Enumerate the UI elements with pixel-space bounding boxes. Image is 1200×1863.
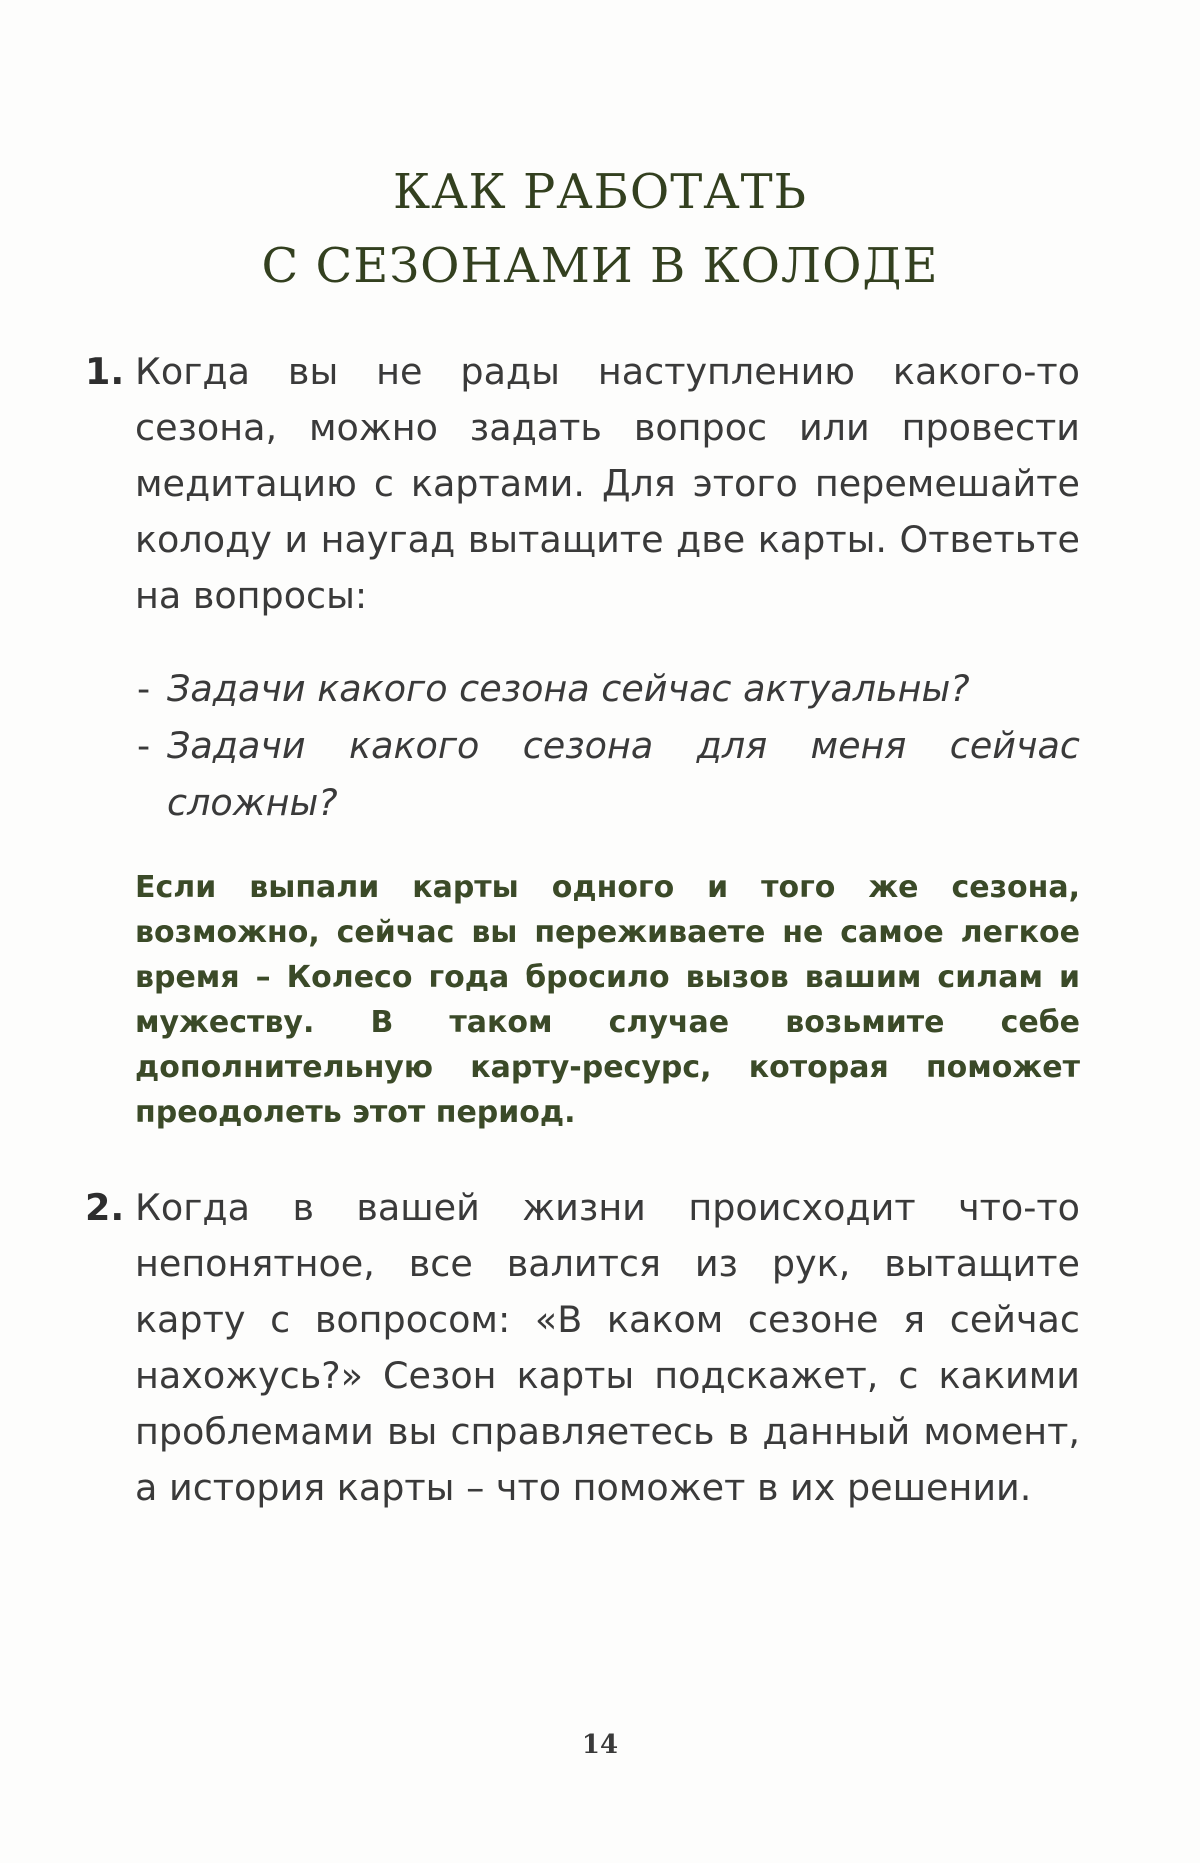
list-item-2 — [85, 1180, 1080, 1516]
page-title — [0, 155, 1200, 303]
question-text: Задачи какого сезона для меня сейчас сложны? — [167, 724, 1080, 824]
item-number: 1. — [85, 350, 125, 393]
question-text: Задачи какого сезона сейчас актуальны? — [167, 667, 970, 710]
title-line-1: КАК РАБОТАТЬ — [393, 164, 807, 220]
title-line-2: С СЕЗОНАМИ В КОЛОДЕ — [261, 238, 939, 294]
list-item-1 — [85, 344, 1080, 624]
page-number: 14 — [581, 1730, 619, 1760]
item-text: Когда вы не рады наступлению какого-то сезона, можно задать вопрос или провести медитацию с картами. Для этого перемешайте колоду и наугад вытащите две карты. Ответьте на вопросы: — [135, 350, 1080, 617]
highlighted-note: Если выпали карты одного и того же сезона, возможно, сейчас вы переживаете не самое легкое время – Колесо года бросило вызов вашим силам и мужеству. В таком случае возьмите себе дополнительную карту-ресурс, которая поможет преодолеть этот период. — [135, 870, 1080, 1130]
item-text: Когда в вашей жизни происходит что-то непонятное, все валится из рук, вытащите карту с вопросом: «В каком сезоне я сейчас нахожусь?» Сезон карты подскажет, с какими проблемами вы справляетесь в данный момент, а история карты – что поможет в их решении. — [135, 1186, 1080, 1509]
question-list — [137, 660, 1080, 831]
item-number: 2. — [85, 1186, 125, 1229]
dash-marker: - — [137, 724, 151, 767]
dash-marker: - — [137, 667, 151, 710]
question-item — [137, 660, 1080, 717]
question-item — [137, 717, 1080, 831]
